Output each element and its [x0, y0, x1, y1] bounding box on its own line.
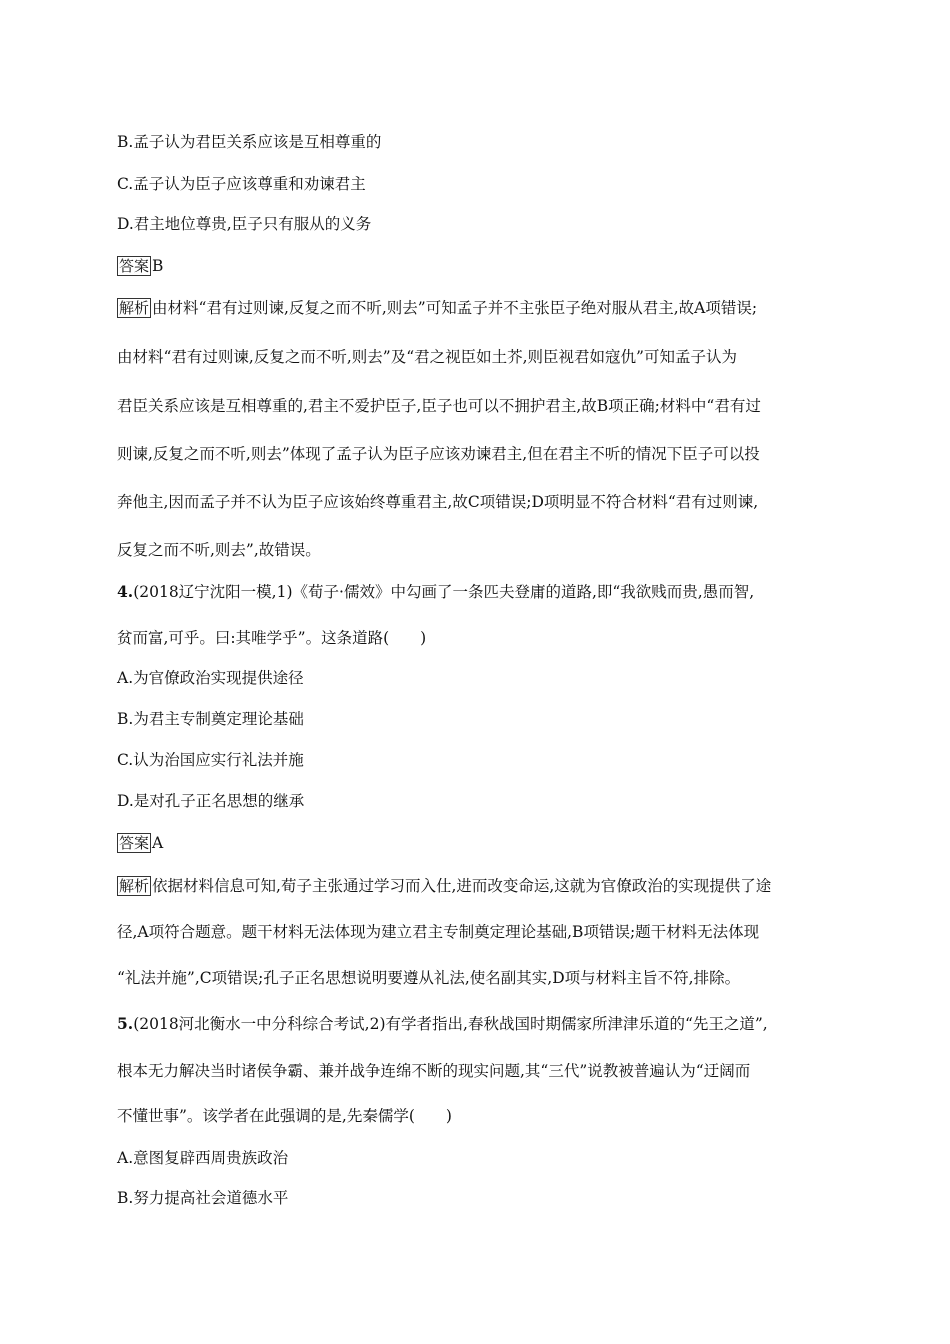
q5-stem-line: 根本无力解决当时诸侯争霸、兼并战争连绵不断的现实问题,其“三代”说教被普遍认为“迂阔而: [117, 1062, 751, 1080]
analysis-tag: 解析: [119, 877, 150, 895]
q4-option-b: B.为君主专制奠定理论基础: [117, 710, 304, 728]
q3-analysis-line: 则谏,反复之而不听,则去”体现了孟子认为臣子应该劝谏君主,但在君主不听的情况下臣子可以投: [117, 445, 760, 463]
q3-analysis-line: 反复之而不听,则去”,故错误。: [117, 541, 321, 559]
q3-analysis-line: 由材料“君有过则谏,反复之而不听,则去”及“君之视臣如土芥,则臣视君如寇仇”可知孟子认为: [117, 348, 737, 366]
q4-stem: [117, 582, 837, 602]
q4-answer: [117, 833, 837, 853]
q5-stem-text: (2018河北衡水一中分科综合考试,2)有学者指出,春秋战国时期儒家所津津乐道的“先王之道”,: [133, 1015, 768, 1033]
q5-stem-line: 不懂世事”。该学者在此强调的是,先秦儒学( ): [117, 1107, 452, 1125]
q3-analysis-line: [117, 298, 837, 318]
answer-tag: 答案: [119, 834, 150, 852]
q4-stem-line: 贫而富,可乎。曰:其唯学乎”。这条道路( ): [117, 629, 427, 647]
q4-option-a: A.为官僚政治实现提供途径: [117, 669, 304, 687]
q5-option-b: B.努力提高社会道德水平: [117, 1189, 289, 1207]
q4-analysis-line: “礼法并施”,C项错误;孔子正名思想说明要遵从礼法,使名副其实,D项与材料主旨不符,排除。: [117, 969, 741, 987]
analysis-tag: 解析: [119, 299, 150, 317]
q4-analysis-line: [117, 876, 837, 896]
question-number: 4.: [117, 582, 134, 601]
q3-option-d: D.君主地位尊贵,臣子只有服从的义务: [117, 215, 372, 233]
q4-stem-text: (2018辽宁沈阳一模,1)《荀子·儒效》中勾画了一条匹夫登庸的道路,即“我欲贱而贵,愚而智,: [133, 583, 755, 601]
q3-option-b: B.孟子认为君臣关系应该是互相尊重的: [117, 133, 382, 151]
q4-option-c: C.认为治国应实行礼法并施: [117, 751, 304, 769]
analysis-text: 依据材料信息可知,荀子主张通过学习而入仕,进而改变命运,这就为官僚政治的实现提供了途: [152, 877, 772, 895]
q5-option-a: A.意图复辟西周贵族政治: [117, 1149, 289, 1167]
q4-analysis-line: 径,A项符合题意。题干材料无法体现为建立君主专制奠定理论基础,B项错误;题干材料无法体现: [117, 923, 760, 941]
q5-stem: [117, 1014, 837, 1034]
analysis-text: 由材料“君有过则谏,反复之而不听,则去”可知孟子并不主张臣子绝对服从君主,故A项错误;: [152, 299, 758, 317]
q3-analysis-line: 君臣关系应该是互相尊重的,君主不爱护臣子,臣子也可以不拥护君主,故B项正确;材料中“君有过: [117, 397, 761, 415]
q3-answer: [117, 256, 837, 276]
q4-option-d: D.是对孔子正名思想的继承: [117, 792, 305, 810]
answer-tag: 答案: [119, 257, 150, 275]
q3-analysis-line: 奔他主,因而孟子并不认为臣子应该始终尊重君主,故C项错误;D项明显不符合材料“君有过则谏,: [117, 493, 759, 511]
q3-option-c: C.孟子认为臣子应该尊重和劝谏君主: [117, 175, 366, 193]
answer-value: A: [152, 834, 164, 852]
question-number: 5.: [117, 1014, 134, 1033]
answer-value: B: [152, 257, 164, 275]
